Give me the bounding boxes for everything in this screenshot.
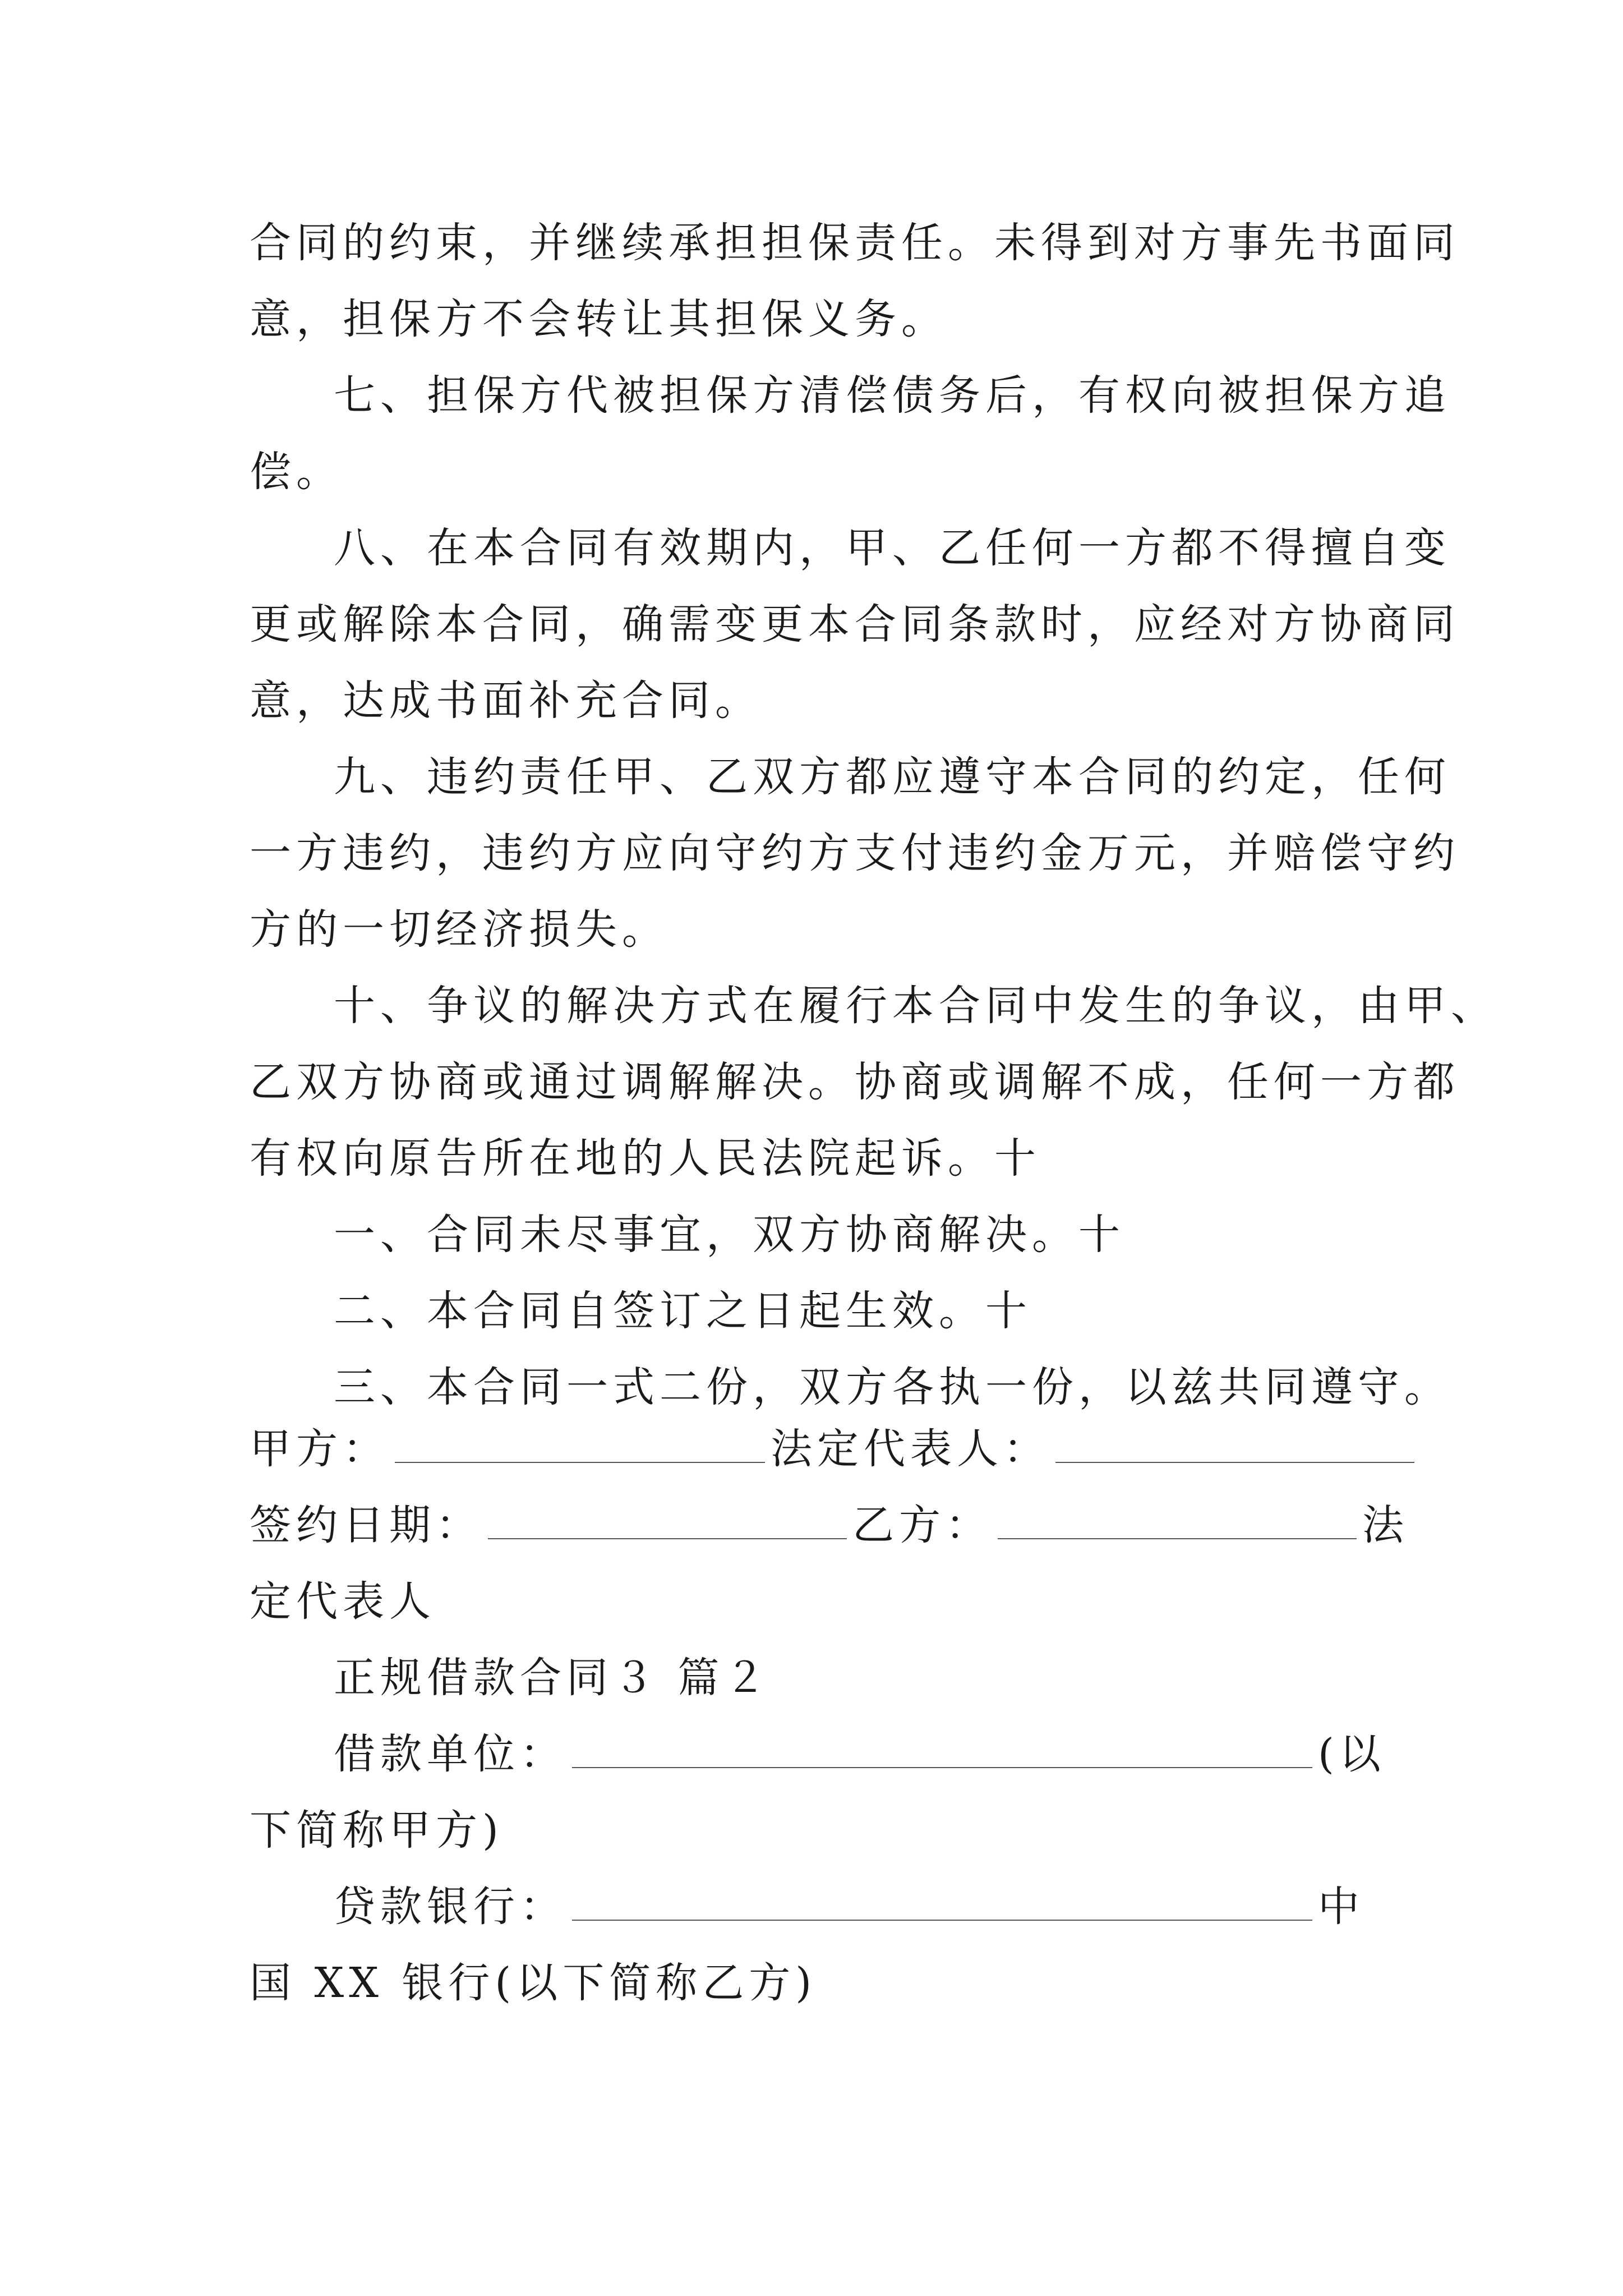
legal-rep-label: 法定代表人： — [771, 1425, 1050, 1473]
party-a-blank[interactable] — [395, 1420, 765, 1463]
text-line: 意，达成书面补充合同。 — [250, 677, 762, 725]
sign-date-label: 签约日期： — [250, 1501, 482, 1549]
text-line: 国 XX 银行(以下简称乙方) — [250, 1959, 817, 2007]
text-line: 意，担保方不会转让其担保义务。 — [250, 295, 948, 343]
clause-10: 十、争议的解决方式在履行本合同中发生的争议，由甲、 — [334, 982, 1497, 1030]
bank-label: 贷款银行： — [334, 1883, 566, 1931]
clause-7: 七、担保方代被担保方清偿债务后，有权向被担保方追 — [334, 371, 1451, 420]
clause-8: 八、在本合同有效期内，甲、乙任何一方都不得擅自变 — [334, 524, 1451, 572]
borrower-row — [334, 1716, 1386, 1792]
text-line: 方的一切经济损失。 — [250, 905, 668, 954]
text-line: 合同的约束，并继续承担担保责任。未得到对方事先书面同 — [250, 219, 1460, 267]
clause-13: 三、本合同一式二份，双方各执一份，以兹共同遵守。 — [334, 1363, 1451, 1411]
text-line: 一方违约，违约方应向守约方支付违约金万元，并赔偿守约 — [250, 829, 1460, 877]
borrower-label: 借款单位： — [334, 1730, 566, 1778]
clause-12: 二、本合同自签订之日起生效。十 — [334, 1287, 1032, 1335]
signature-row-2 — [250, 1487, 1409, 1563]
text-line: 定代表人 — [250, 1577, 436, 1626]
text-line: 乙双方协商或通过调解解决。协商或调解不成，任何一方都 — [250, 1058, 1460, 1106]
sign-date-blank[interactable] — [488, 1497, 847, 1539]
bank-row — [334, 1869, 1364, 1945]
bank-blank[interactable] — [572, 1878, 1312, 1921]
borrower-suffix: (以 — [1318, 1730, 1386, 1778]
bank-suffix: 中 — [1318, 1883, 1364, 1931]
legal-rep-blank[interactable] — [1055, 1420, 1414, 1463]
signature-row-1 — [250, 1411, 1420, 1487]
text-line: 下简称甲方) — [250, 1806, 504, 1855]
clause-9: 九、违约责任甲、乙双方都应遵守本合同的约定，任何 — [334, 753, 1451, 801]
text-line: 偿。 — [250, 448, 343, 496]
party-b-blank[interactable] — [998, 1497, 1357, 1539]
clause-11: 一、合同未尽事宜，双方协商解决。十 — [334, 1211, 1125, 1259]
borrower-blank[interactable] — [572, 1726, 1312, 1768]
legal-rep-label-start: 法 — [1362, 1501, 1409, 1549]
party-b-label: 乙方： — [852, 1501, 992, 1549]
text-line: 更或解除本合同，确需变更本合同条款时，应经对方协商同 — [250, 600, 1460, 648]
section-title: 正规借款合同３ 篇２ — [334, 1654, 771, 1702]
text-line: 有权向原告所在地的人民法院起诉。十 — [250, 1134, 1041, 1182]
party-a-label: 甲方： — [250, 1425, 389, 1473]
